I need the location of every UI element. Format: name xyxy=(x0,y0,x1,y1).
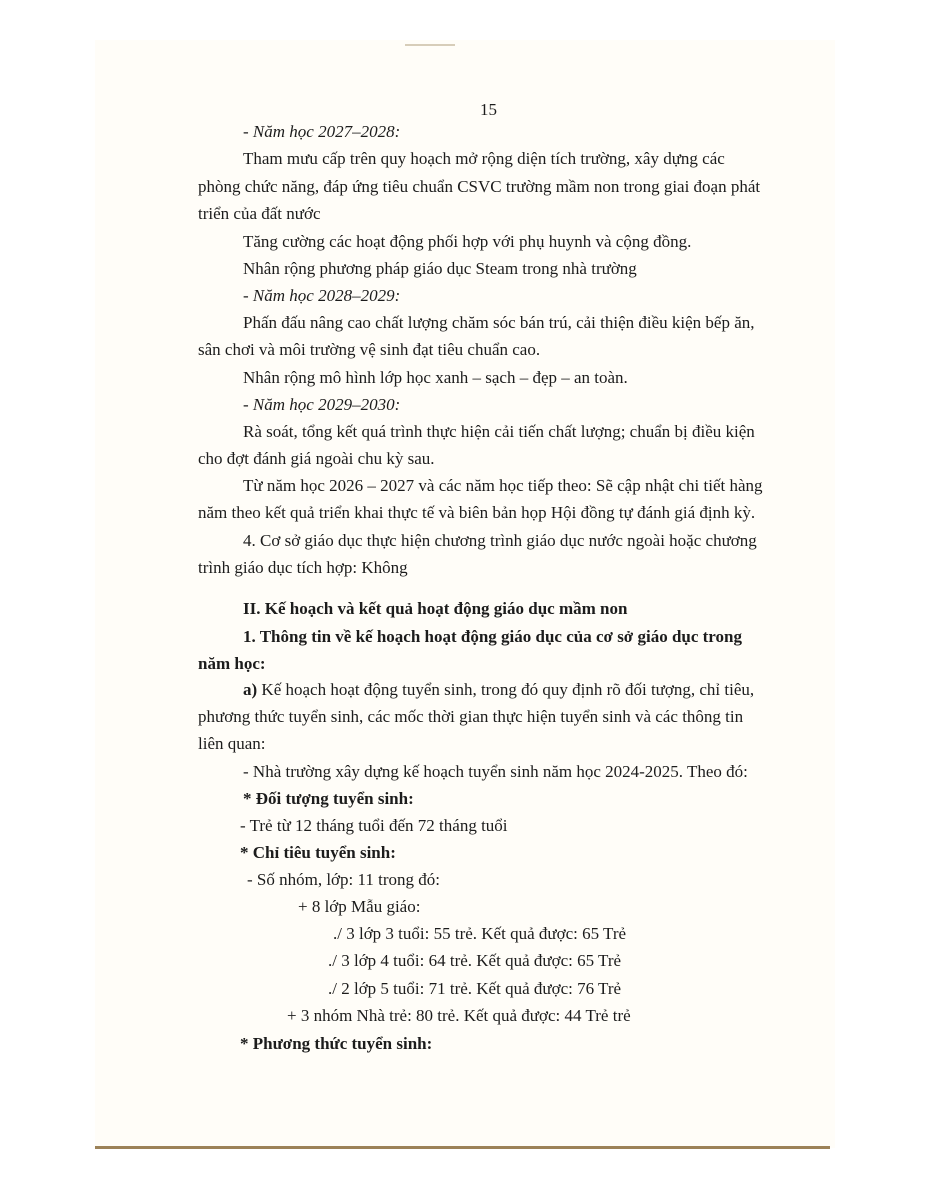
text-line: Nhân rộng phương pháp giáo dục Steam trong nhà trường xyxy=(243,259,637,278)
text-line: * Chỉ tiêu tuyển sinh: xyxy=(240,843,396,862)
mixed-line xyxy=(243,679,754,700)
text-line: Rà soát, tổng kết quá trình thực hiện cải tiến chất lượng; chuẩn bị điều kiện xyxy=(243,422,755,441)
text-line: Nhân rộng mô hình lớp học xanh – sạch – đẹp – an toàn. xyxy=(243,368,628,387)
text-line: ./ 3 lớp 3 tuổi: 55 trẻ. Kết quả được: 65 Trẻ xyxy=(333,924,627,943)
item-label: a) xyxy=(243,680,258,699)
text-line: sân chơi và môi trường vệ sinh đạt tiêu chuẩn cao. xyxy=(198,340,541,359)
text-line: - Năm học 2028–2029: xyxy=(243,286,401,305)
text-line: - Trẻ từ 12 tháng tuổi đến 72 tháng tuổi xyxy=(240,816,508,835)
text-line: triển của đất nước xyxy=(198,204,321,223)
text-line: 1. Thông tin về kế hoạch hoạt động giáo dục của cơ sở giáo dục trong xyxy=(243,627,743,646)
text-line: * Phương thức tuyển sinh: xyxy=(240,1034,433,1053)
text-line: * Đối tượng tuyển sinh: xyxy=(243,789,414,808)
text-line: cho đợt đánh giá ngoài chu kỳ sau. xyxy=(198,449,435,468)
text-line: Tham mưu cấp trên quy hoạch mở rộng diện tích trường, xây dựng các xyxy=(243,149,725,168)
text-line: 4. Cơ sở giáo dục thực hiện chương trình giáo dục nước ngoài hoặc chương xyxy=(243,531,757,550)
text-line: ./ 3 lớp 4 tuổi: 64 trẻ. Kết quả được: 65 Trẻ xyxy=(328,951,622,970)
text-line: năm học: xyxy=(198,654,266,673)
page-number: 15 xyxy=(480,100,497,119)
text-line: trình giáo dục tích hợp: Không xyxy=(198,558,408,577)
text-line: liên quan: xyxy=(198,734,266,753)
text-line: Phấn đấu nâng cao chất lượng chăm sóc bán trú, cải thiện điều kiện bếp ăn, xyxy=(243,313,755,332)
page-bottom-edge xyxy=(95,1146,830,1149)
text-line: năm theo kết quả triển khai thực tế và biên bản họp Hội đồng tự đánh giá định kỳ. xyxy=(198,503,756,522)
text-line: - Năm học 2029–2030: xyxy=(243,395,401,414)
text-line: + 3 nhóm Nhà trẻ: 80 trẻ. Kết quả được: 44 Trẻ trẻ xyxy=(287,1006,631,1025)
scan-mark xyxy=(405,44,455,46)
text-line: - Năm học 2027–2028: xyxy=(243,122,401,141)
text-line: - Số nhóm, lớp: 11 trong đó: xyxy=(247,870,441,889)
text-line: - Nhà trường xây dựng kế hoạch tuyển sinh năm học 2024-2025. Theo đó: xyxy=(243,762,748,781)
text-line: phương thức tuyển sinh, các mốc thời gian thực hiện tuyển sinh và các thông tin xyxy=(198,707,744,726)
text-line: II. Kế hoạch và kết quả hoạt động giáo dục mầm non xyxy=(243,599,628,618)
item-text: Kế hoạch hoạt động tuyển sinh, trong đó quy định rõ đối tượng, chỉ tiêu, xyxy=(257,680,755,699)
text-line: Tăng cường các hoạt động phối hợp với phụ huynh và cộng đồng. xyxy=(243,232,692,251)
text-line: phòng chức năng, đáp ứng tiêu chuẩn CSVC trường mầm non trong giai đoạn phát xyxy=(198,177,761,196)
text-line: Từ năm học 2026 – 2027 và các năm học tiếp theo: Sẽ cập nhật chi tiết hàng xyxy=(243,476,763,495)
text-line: ./ 2 lớp 5 tuổi: 71 trẻ. Kết quả được: 76 Trẻ xyxy=(328,979,622,998)
text-line: + 8 lớp Mẫu giáo: xyxy=(298,897,421,916)
